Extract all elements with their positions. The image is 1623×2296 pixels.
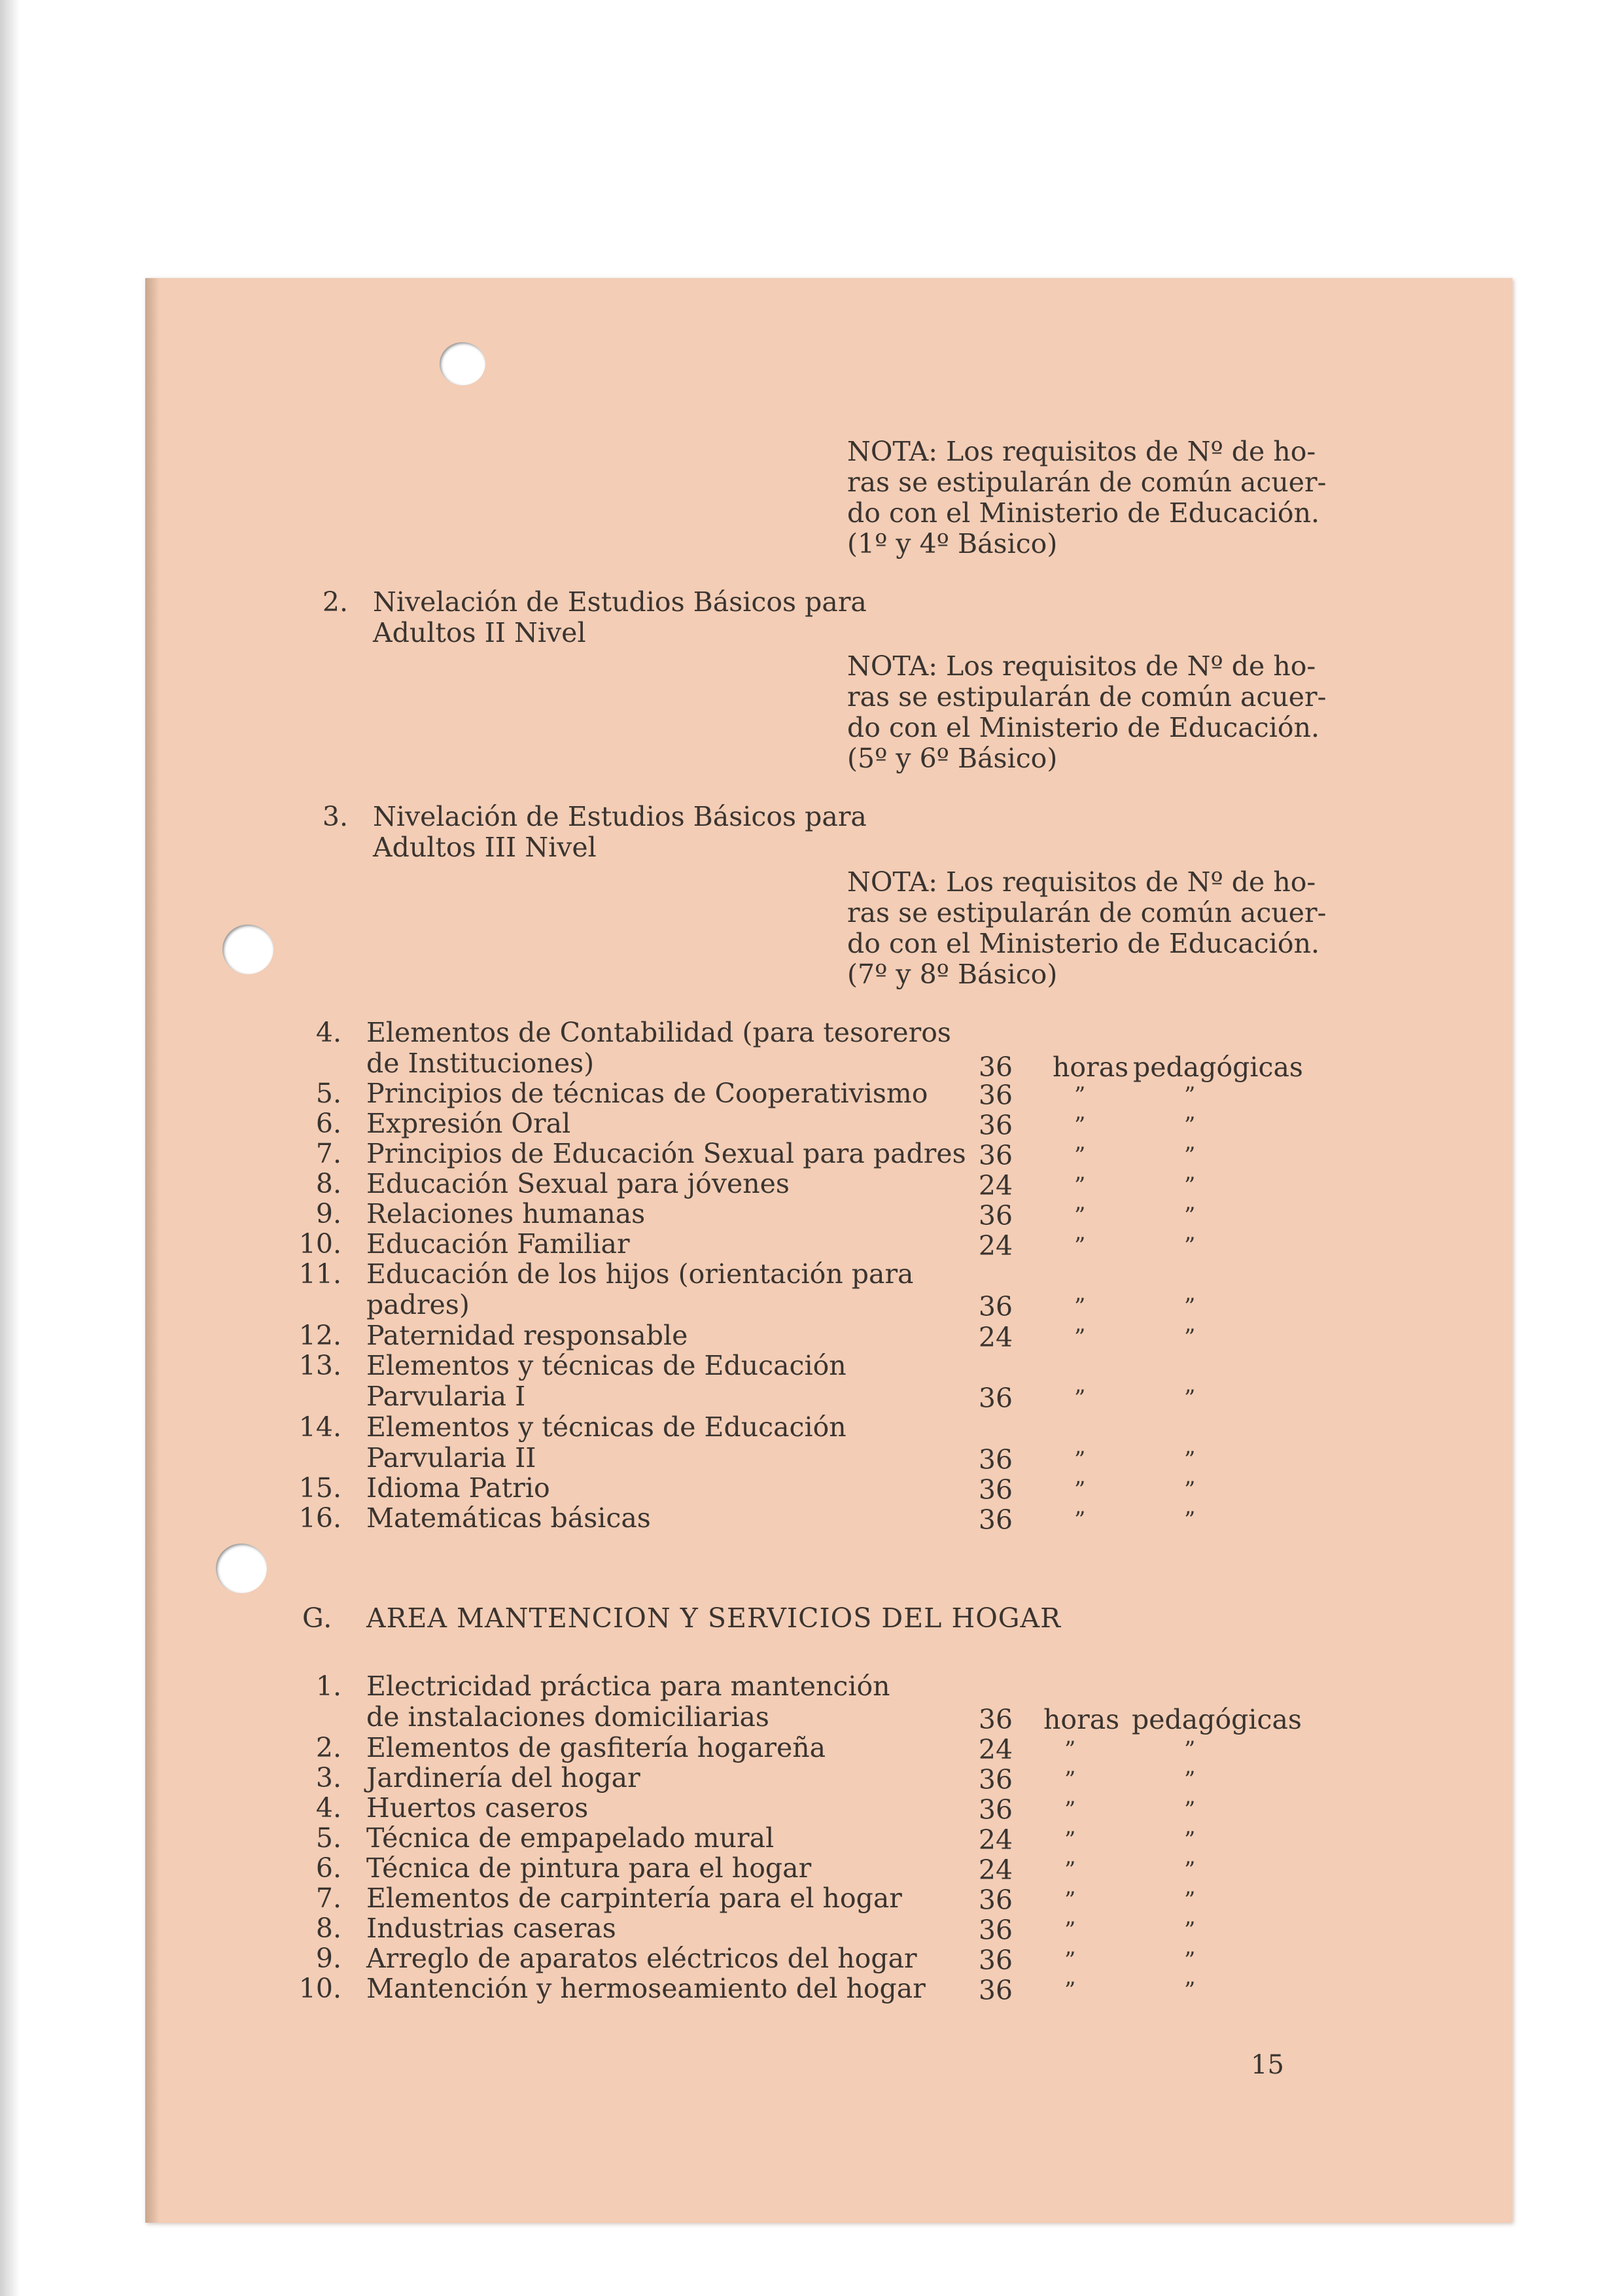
note-line: do con el Ministerio de Educación. bbox=[847, 928, 1320, 959]
ditto-mark: ” bbox=[1184, 1477, 1196, 1503]
ditto-mark: ” bbox=[1074, 1294, 1086, 1320]
section-letter: G. bbox=[302, 1602, 333, 1634]
ditto-mark: ” bbox=[1184, 1324, 1196, 1351]
item-number: 9. bbox=[315, 1198, 341, 1229]
item-number: 11. bbox=[298, 1258, 341, 1290]
ditto-mark: ” bbox=[1074, 1082, 1086, 1108]
item-title: Principios de técnicas de Cooperativismo bbox=[366, 1078, 928, 1109]
item-title: Nivelación de Estudios Básicos para bbox=[373, 586, 867, 618]
hours-value: 36 bbox=[978, 1474, 1013, 1506]
punch-hole bbox=[440, 342, 485, 385]
ditto-mark: ” bbox=[1184, 1917, 1196, 1943]
item-title: Elementos y técnicas de Educación bbox=[366, 1350, 846, 1381]
item-title: Nivelación de Estudios Básicos para bbox=[373, 801, 867, 832]
ditto-mark: ” bbox=[1064, 1887, 1076, 1913]
item-title: Parvularia II bbox=[366, 1442, 536, 1474]
ditto-mark: ” bbox=[1184, 1887, 1196, 1913]
hours-type: pedagógicas bbox=[1133, 1051, 1303, 1083]
ditto-mark: ” bbox=[1184, 1203, 1196, 1229]
ditto-mark: ” bbox=[1064, 1827, 1076, 1853]
ditto-mark: ” bbox=[1074, 1203, 1086, 1229]
item-title: Mantención y hermoseamiento del hogar bbox=[366, 1973, 926, 2004]
hours-value: 36 bbox=[978, 1975, 1013, 2006]
punch-hole bbox=[222, 925, 273, 974]
note-line: NOTA: Los requisitos de Nº de ho- bbox=[847, 436, 1316, 467]
ditto-mark: ” bbox=[1074, 1385, 1086, 1411]
hours-value: 36 bbox=[978, 1764, 1013, 1795]
hours-value: 36 bbox=[978, 1444, 1013, 1475]
ditto-mark: ” bbox=[1184, 1142, 1196, 1169]
hours-value: 36 bbox=[978, 1200, 1013, 1231]
item-title: Arreglo de aparatos eléctricos del hogar bbox=[366, 1943, 917, 1974]
item-title: Educación de los hijos (orientación para bbox=[366, 1258, 914, 1290]
ditto-mark: ” bbox=[1074, 1173, 1086, 1199]
hours-value: 24 bbox=[978, 1322, 1013, 1353]
item-number: 16. bbox=[298, 1502, 341, 1534]
item-number: 2. bbox=[322, 586, 348, 618]
ditto-mark: ” bbox=[1074, 1112, 1086, 1139]
item-title: Educación Familiar bbox=[366, 1228, 630, 1260]
ditto-mark: ” bbox=[1064, 1947, 1076, 1973]
ditto-mark: ” bbox=[1064, 1737, 1076, 1763]
item-title: Elementos y técnicas de Educación bbox=[366, 1411, 846, 1443]
item-number: 13. bbox=[298, 1350, 341, 1381]
hours-value: 36 bbox=[978, 1504, 1013, 1536]
hours-value: 36 bbox=[978, 1794, 1013, 1826]
item-number: 5. bbox=[315, 1822, 341, 1854]
item-title: Parvularia I bbox=[366, 1381, 526, 1412]
hours-value: 36 bbox=[978, 1110, 1013, 1141]
ditto-mark: ” bbox=[1064, 1917, 1076, 1943]
ditto-mark: ” bbox=[1184, 1797, 1196, 1823]
ditto-mark: ” bbox=[1184, 1507, 1196, 1533]
item-number: 7. bbox=[315, 1138, 341, 1169]
ditto-mark: ” bbox=[1184, 1385, 1196, 1411]
note-line: do con el Ministerio de Educación. bbox=[847, 712, 1320, 743]
item-number: 6. bbox=[315, 1852, 341, 1884]
item-title: padres) bbox=[366, 1289, 470, 1320]
item-number: 4. bbox=[315, 1017, 341, 1048]
item-title: Expresión Oral bbox=[366, 1108, 571, 1139]
item-title: Principios de Educación Sexual para padres bbox=[366, 1138, 966, 1169]
hours-value: 36 bbox=[978, 1884, 1013, 1916]
item-number: 4. bbox=[315, 1792, 341, 1824]
section-title: AREA MANTENCION Y SERVICIOS DEL HOGAR bbox=[366, 1602, 1062, 1634]
hours-value: 24 bbox=[978, 1824, 1013, 1856]
ditto-mark: ” bbox=[1074, 1142, 1086, 1169]
hours-value: 24 bbox=[978, 1854, 1013, 1886]
item-title: Relaciones humanas bbox=[366, 1198, 646, 1229]
item-title: Técnica de pintura para el hogar bbox=[366, 1852, 812, 1884]
item-title: Técnica de empapelado mural bbox=[366, 1822, 775, 1854]
note-line: (5º y 6º Básico) bbox=[847, 743, 1058, 774]
ditto-mark: ” bbox=[1184, 1082, 1196, 1108]
note-line: (1º y 4º Básico) bbox=[847, 528, 1058, 559]
item-title: Adultos II Nivel bbox=[373, 617, 586, 648]
note-line: do con el Ministerio de Educación. bbox=[847, 497, 1320, 529]
document-page bbox=[145, 278, 1512, 2223]
scan-background bbox=[0, 0, 20, 2296]
item-number: 10. bbox=[298, 1973, 341, 2004]
item-number: 7. bbox=[315, 1882, 341, 1914]
item-title: Paternidad responsable bbox=[366, 1320, 688, 1351]
ditto-mark: ” bbox=[1184, 1173, 1196, 1199]
item-number: 9. bbox=[315, 1943, 341, 1974]
note-line: NOTA: Los requisitos de Nº de ho- bbox=[847, 650, 1316, 682]
item-number: 10. bbox=[298, 1228, 341, 1260]
item-number: 3. bbox=[322, 801, 348, 832]
hours-value: 24 bbox=[978, 1734, 1013, 1765]
item-title: Electricidad práctica para mantención bbox=[366, 1670, 890, 1702]
hours-value: 24 bbox=[978, 1230, 1013, 1262]
hours-value: 36 bbox=[978, 1704, 1013, 1735]
page-number: 15 bbox=[1251, 2050, 1284, 2080]
note-line: ras se estipularán de común acuer- bbox=[847, 681, 1327, 713]
ditto-mark: ” bbox=[1184, 1857, 1196, 1883]
item-number: 8. bbox=[315, 1913, 341, 1944]
ditto-mark: ” bbox=[1074, 1324, 1086, 1351]
note-block bbox=[847, 867, 1326, 990]
page-edge bbox=[145, 278, 160, 2223]
hours-type: pedagógicas bbox=[1132, 1704, 1302, 1735]
hours-value: 36 bbox=[978, 1915, 1013, 1946]
note-line: ras se estipularán de común acuer- bbox=[847, 467, 1327, 498]
hours-value: 36 bbox=[978, 1383, 1013, 1414]
item-title: Matemáticas básicas bbox=[366, 1502, 651, 1534]
item-title: de instalaciones domiciliarias bbox=[366, 1701, 769, 1733]
ditto-mark: ” bbox=[1184, 1294, 1196, 1320]
item-number: 12. bbox=[298, 1320, 341, 1351]
ditto-mark: ” bbox=[1064, 1857, 1076, 1883]
item-number: 2. bbox=[315, 1732, 341, 1763]
item-number: 1. bbox=[315, 1670, 341, 1702]
ditto-mark: ” bbox=[1184, 1767, 1196, 1793]
hours-value: 36 bbox=[978, 1945, 1013, 1976]
ditto-mark: ” bbox=[1184, 1977, 1196, 2004]
hours-value: 36 bbox=[978, 1080, 1013, 1111]
ditto-mark: ” bbox=[1074, 1233, 1086, 1259]
ditto-mark: ” bbox=[1184, 1233, 1196, 1259]
item-title: Adultos III Nivel bbox=[373, 832, 597, 863]
ditto-mark: ” bbox=[1184, 1737, 1196, 1763]
ditto-mark: ” bbox=[1184, 1827, 1196, 1853]
item-number: 5. bbox=[315, 1078, 341, 1109]
item-title: Elementos de carpintería para el hogar bbox=[366, 1882, 902, 1914]
note-line: NOTA: Los requisitos de Nº de ho- bbox=[847, 866, 1316, 898]
item-title: Idioma Patrio bbox=[366, 1472, 550, 1504]
hours-unit: horas bbox=[1053, 1051, 1129, 1083]
item-title: Jardinería del hogar bbox=[366, 1762, 640, 1793]
ditto-mark: ” bbox=[1064, 1767, 1076, 1793]
item-number: 8. bbox=[315, 1168, 341, 1199]
item-title: Huertos caseros bbox=[366, 1792, 589, 1824]
note-block bbox=[847, 651, 1326, 774]
item-number: 3. bbox=[315, 1762, 341, 1793]
item-number: 6. bbox=[315, 1108, 341, 1139]
ditto-mark: ” bbox=[1074, 1507, 1086, 1533]
punch-hole bbox=[216, 1544, 267, 1593]
ditto-mark: ” bbox=[1184, 1112, 1196, 1139]
ditto-mark: ” bbox=[1064, 1797, 1076, 1823]
item-title: Elementos de Contabilidad (para tesoreros bbox=[366, 1017, 951, 1048]
ditto-mark: ” bbox=[1074, 1477, 1086, 1503]
ditto-mark: ” bbox=[1074, 1447, 1086, 1473]
item-title: Industrias caseras bbox=[366, 1913, 616, 1944]
item-title: Elementos de gasfitería hogareña bbox=[366, 1732, 826, 1763]
hours-value: 36 bbox=[978, 1051, 1013, 1083]
hours-value: 36 bbox=[978, 1291, 1013, 1322]
item-number: 15. bbox=[298, 1472, 341, 1504]
ditto-mark: ” bbox=[1184, 1947, 1196, 1973]
note-line: (7º y 8º Básico) bbox=[847, 959, 1058, 990]
hours-value: 24 bbox=[978, 1170, 1013, 1201]
item-number: 14. bbox=[298, 1411, 341, 1443]
note-line: ras se estipularán de común acuer- bbox=[847, 897, 1327, 928]
hours-value: 36 bbox=[978, 1140, 1013, 1171]
ditto-mark: ” bbox=[1064, 1977, 1076, 2004]
item-title: de Instituciones) bbox=[366, 1048, 595, 1079]
hours-unit: horas bbox=[1043, 1704, 1120, 1735]
item-title: Educación Sexual para jóvenes bbox=[366, 1168, 790, 1199]
note-block bbox=[847, 436, 1326, 559]
ditto-mark: ” bbox=[1184, 1447, 1196, 1473]
